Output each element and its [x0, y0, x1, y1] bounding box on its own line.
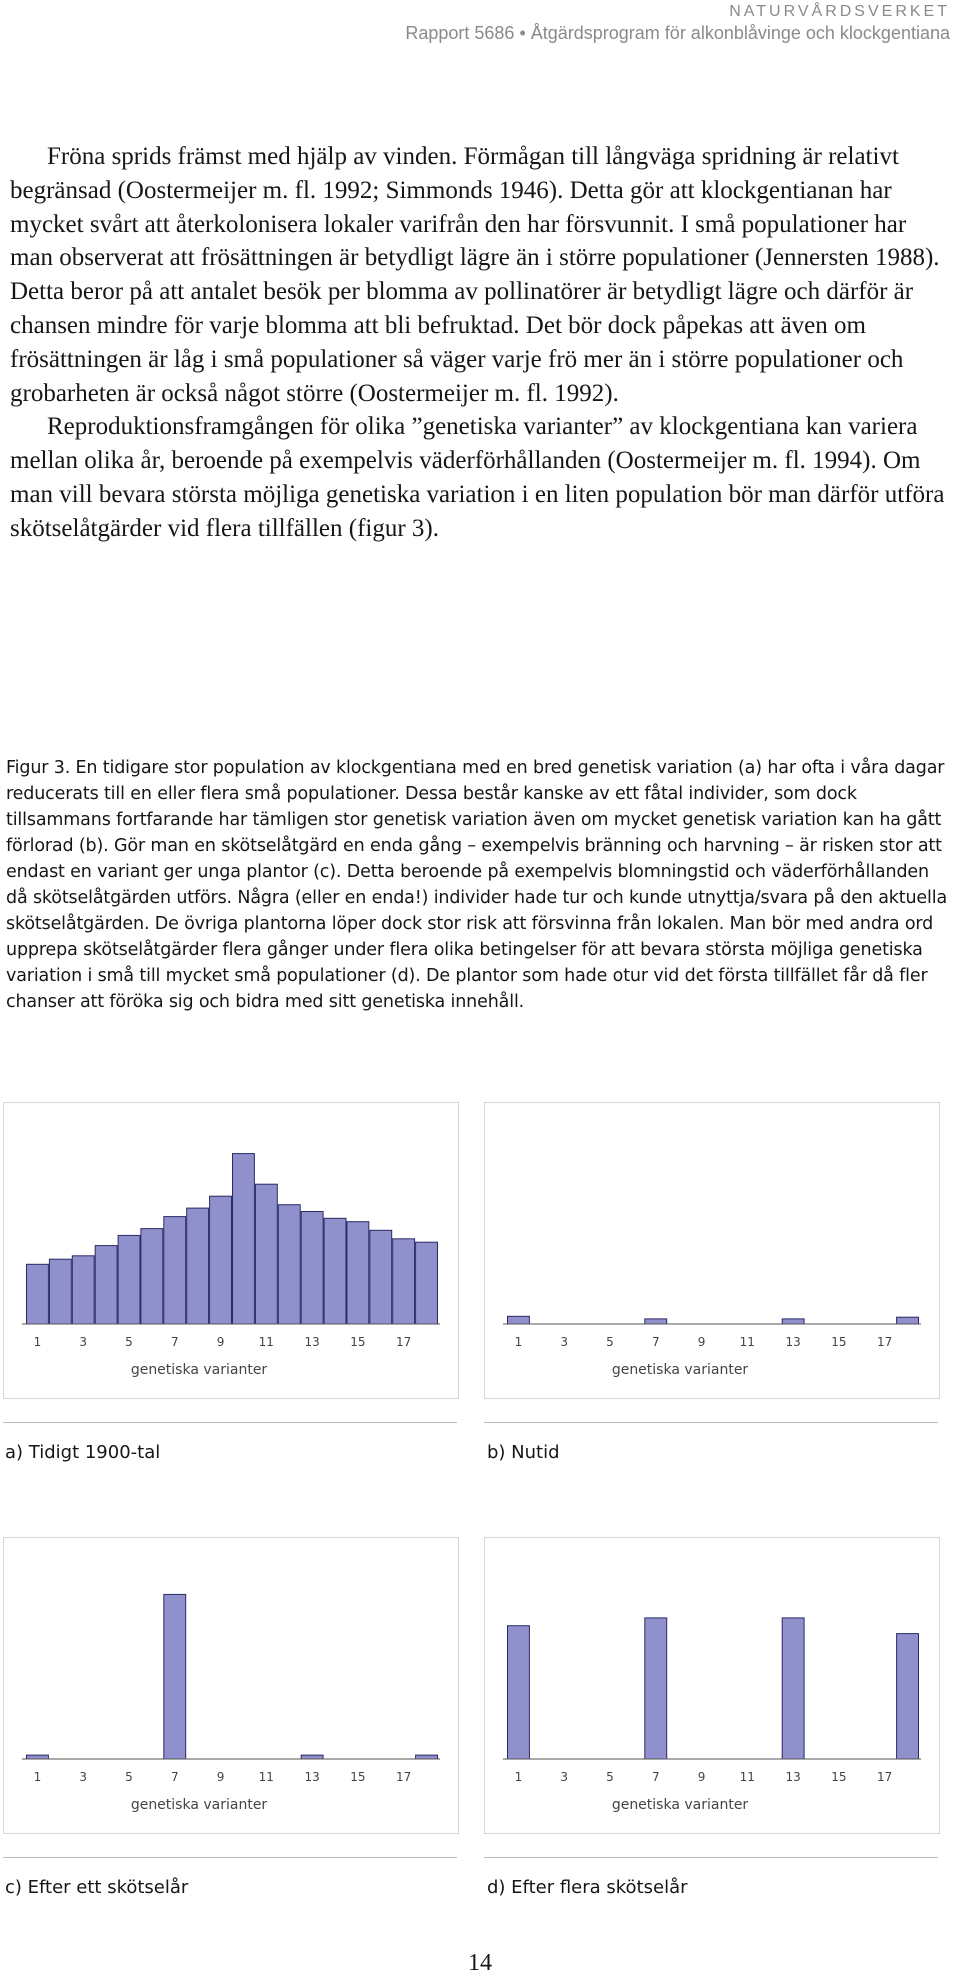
tick-label-c-9: 9 — [216, 1770, 225, 1784]
tick-label-a-1: 1 — [33, 1335, 42, 1349]
chart-label-a: a) Tidigt 1900-tal — [5, 1442, 161, 1463]
tick-label-c-7: 7 — [170, 1770, 179, 1784]
bar-a-8 — [187, 1208, 209, 1324]
tick-label-a-13: 13 — [304, 1335, 320, 1349]
bar-a-18 — [416, 1242, 438, 1324]
bar-d-1 — [508, 1626, 530, 1759]
tick-label-d-13: 13 — [785, 1770, 801, 1784]
x-axis-label-b: genetiska varianter — [611, 1362, 749, 1378]
tick-label-a-7: 7 — [170, 1335, 179, 1349]
bar-a-10 — [233, 1154, 255, 1324]
tick-label-b-7: 7 — [651, 1335, 660, 1349]
bar-a-13 — [301, 1212, 323, 1325]
tick-label-d-1: 1 — [514, 1770, 523, 1784]
tick-label-a-17: 17 — [396, 1335, 412, 1349]
tick-label-b-3: 3 — [560, 1335, 569, 1349]
bar-a-6 — [141, 1229, 163, 1324]
tick-label-b-13: 13 — [785, 1335, 801, 1349]
x-axis-label-a: genetiska varianter — [130, 1362, 268, 1378]
bar-c-7 — [164, 1594, 186, 1759]
tick-label-a-5: 5 — [125, 1335, 133, 1349]
bar-c-18 — [416, 1755, 438, 1759]
bar-a-17 — [393, 1239, 415, 1324]
bar-a-7 — [164, 1217, 186, 1324]
bar-b-1 — [508, 1316, 530, 1324]
chart-label-c: c) Efter ett skötselår — [5, 1877, 189, 1898]
bar-a-1 — [27, 1264, 49, 1324]
bar-c-1 — [27, 1755, 49, 1759]
tick-label-b-1: 1 — [514, 1335, 523, 1349]
figure-caption: Figur 3. En tidigare stor population av klockgentiana med en bred genetisk variation (a) har ofta i våra dagar reducerats till en eller flera små populationer. Dessa består kanske av ett fåtal individer, som dock tillsammans fortfarande har tämligen stor genetisk variation även om mycket genetisk variation kan ha gått förlorad (b). Gör man en skötselåtgärd en enda gång – exempelvis bränning och harvning – är risken stor att endast en variant ger unga plantor (c). Detta beroende på exempelvis blomningstid och väderförhållanden då skötselåtgärden utförs. Några (eller en enda!) individer hade tur och kunde utnyttja/svara på den aktuella skötselåtgärden. De övriga plantorna löper dock stor risk att försvinna från lokalen. Man bör med andra ord upprepa skötselåtgärder flera gånger under flera olika betingelser för att bevara största möjliga genetiska variation i små till mycket små populationer (d). De plantor som hade otur vid det första tillfället får då fler chanser att föröka sig och bidra med sitt genetiska innehåll. — [6, 758, 948, 1012]
bar-a-12 — [278, 1205, 300, 1324]
x-axis-label-c: genetiska varianter — [130, 1797, 268, 1813]
tick-label-d-5: 5 — [606, 1770, 614, 1784]
tick-label-d-15: 15 — [831, 1770, 847, 1784]
tick-label-a-3: 3 — [79, 1335, 88, 1349]
bar-d-18 — [897, 1634, 919, 1759]
bar-a-11 — [255, 1184, 277, 1324]
tick-label-c-17: 17 — [396, 1770, 412, 1784]
header-report-title: Rapport 5686 • Åtgärdsprogram för alkonblåvinge och klockgentiana — [405, 23, 950, 43]
tick-label-c-3: 3 — [79, 1770, 88, 1784]
chart-b-svg — [485, 1103, 939, 1398]
body-paragraph-1: Fröna sprids främst med hjälp av vinden. Förmågan till långväga spridning är relativt begränsad (Oostermeijer m. fl. 1992; Simmonds 1946). Detta gör att klockgentianan har mycket svårt att återkolonisera lokaler varifrån den har försvunnit. I små populationer har man observerat att frösättningen är betydligt lägre än i större populationer (Jennersten 1988). Detta beror på att antalet besök per blomma av pollinatörer är betydligt lägre och därför är chansen mindre för varje blomma att bli befruktad. Det bör dock påpekas att även om frösättningen är låg i små populationer så väger varje frö mer än i större populationer och grobarheten är också något större (Oostermeijer m. fl. 1992). — [10, 143, 940, 407]
divider-b — [484, 1422, 938, 1423]
bar-a-5 — [118, 1235, 140, 1324]
bar-b-13 — [782, 1319, 804, 1324]
tick-label-c-11: 11 — [258, 1770, 274, 1784]
tick-label-d-7: 7 — [651, 1770, 660, 1784]
tick-label-a-15: 15 — [350, 1335, 366, 1349]
tick-label-b-11: 11 — [739, 1335, 755, 1349]
tick-label-c-13: 13 — [304, 1770, 320, 1784]
bar-d-13 — [782, 1618, 804, 1759]
tick-label-b-17: 17 — [877, 1335, 893, 1349]
tick-label-b-15: 15 — [831, 1335, 847, 1349]
tick-label-d-3: 3 — [560, 1770, 569, 1784]
tick-label-b-5: 5 — [606, 1335, 614, 1349]
body-text — [10, 140, 946, 546]
tick-label-a-11: 11 — [258, 1335, 274, 1349]
bar-a-15 — [347, 1222, 369, 1324]
tick-label-c-15: 15 — [350, 1770, 366, 1784]
bar-a-2 — [49, 1259, 71, 1324]
chart-c — [3, 1537, 459, 1834]
tick-label-d-11: 11 — [739, 1770, 755, 1784]
bar-d-7 — [645, 1618, 667, 1759]
chart-a — [3, 1102, 459, 1399]
header-organization: NATURVÅRDSVERKET — [729, 3, 950, 20]
bar-a-14 — [324, 1218, 346, 1324]
chart-label-b: b) Nutid — [487, 1442, 560, 1463]
chart-d — [484, 1537, 940, 1834]
bar-a-4 — [95, 1246, 117, 1324]
divider-a — [3, 1422, 457, 1423]
page-header — [405, 2, 950, 44]
tick-label-c-1: 1 — [33, 1770, 42, 1784]
page-number: 14 — [468, 1950, 492, 1976]
chart-d-svg — [485, 1538, 939, 1833]
tick-label-b-9: 9 — [697, 1335, 706, 1349]
tick-label-d-9: 9 — [697, 1770, 706, 1784]
divider-d — [484, 1857, 938, 1858]
bar-a-9 — [210, 1196, 232, 1324]
chart-c-svg — [4, 1538, 458, 1833]
bar-c-13 — [301, 1755, 323, 1759]
tick-label-d-17: 17 — [877, 1770, 893, 1784]
tick-label-c-5: 5 — [125, 1770, 133, 1784]
x-axis-label-d: genetiska varianter — [611, 1797, 749, 1813]
bar-b-18 — [897, 1317, 919, 1324]
chart-b — [484, 1102, 940, 1399]
body-paragraph-2: Reproduktionsframgången för olika ”genetiska varianter” av klockgentiana kan variera mellan olika år, beroende på exempelvis väderförhållanden (Oostermeijer m. fl. 1994). Om man vill bevara största möjliga genetiska variation i en liten population bör man därför utföra skötselåtgärder vid flera tillfällen (figur 3). — [10, 413, 945, 542]
chart-label-d: d) Efter flera skötselår — [487, 1877, 688, 1898]
divider-c — [3, 1857, 457, 1858]
bar-a-16 — [370, 1230, 392, 1324]
chart-a-svg — [4, 1103, 458, 1398]
bar-b-7 — [645, 1319, 667, 1324]
bar-a-3 — [72, 1256, 94, 1324]
tick-label-a-9: 9 — [216, 1335, 225, 1349]
